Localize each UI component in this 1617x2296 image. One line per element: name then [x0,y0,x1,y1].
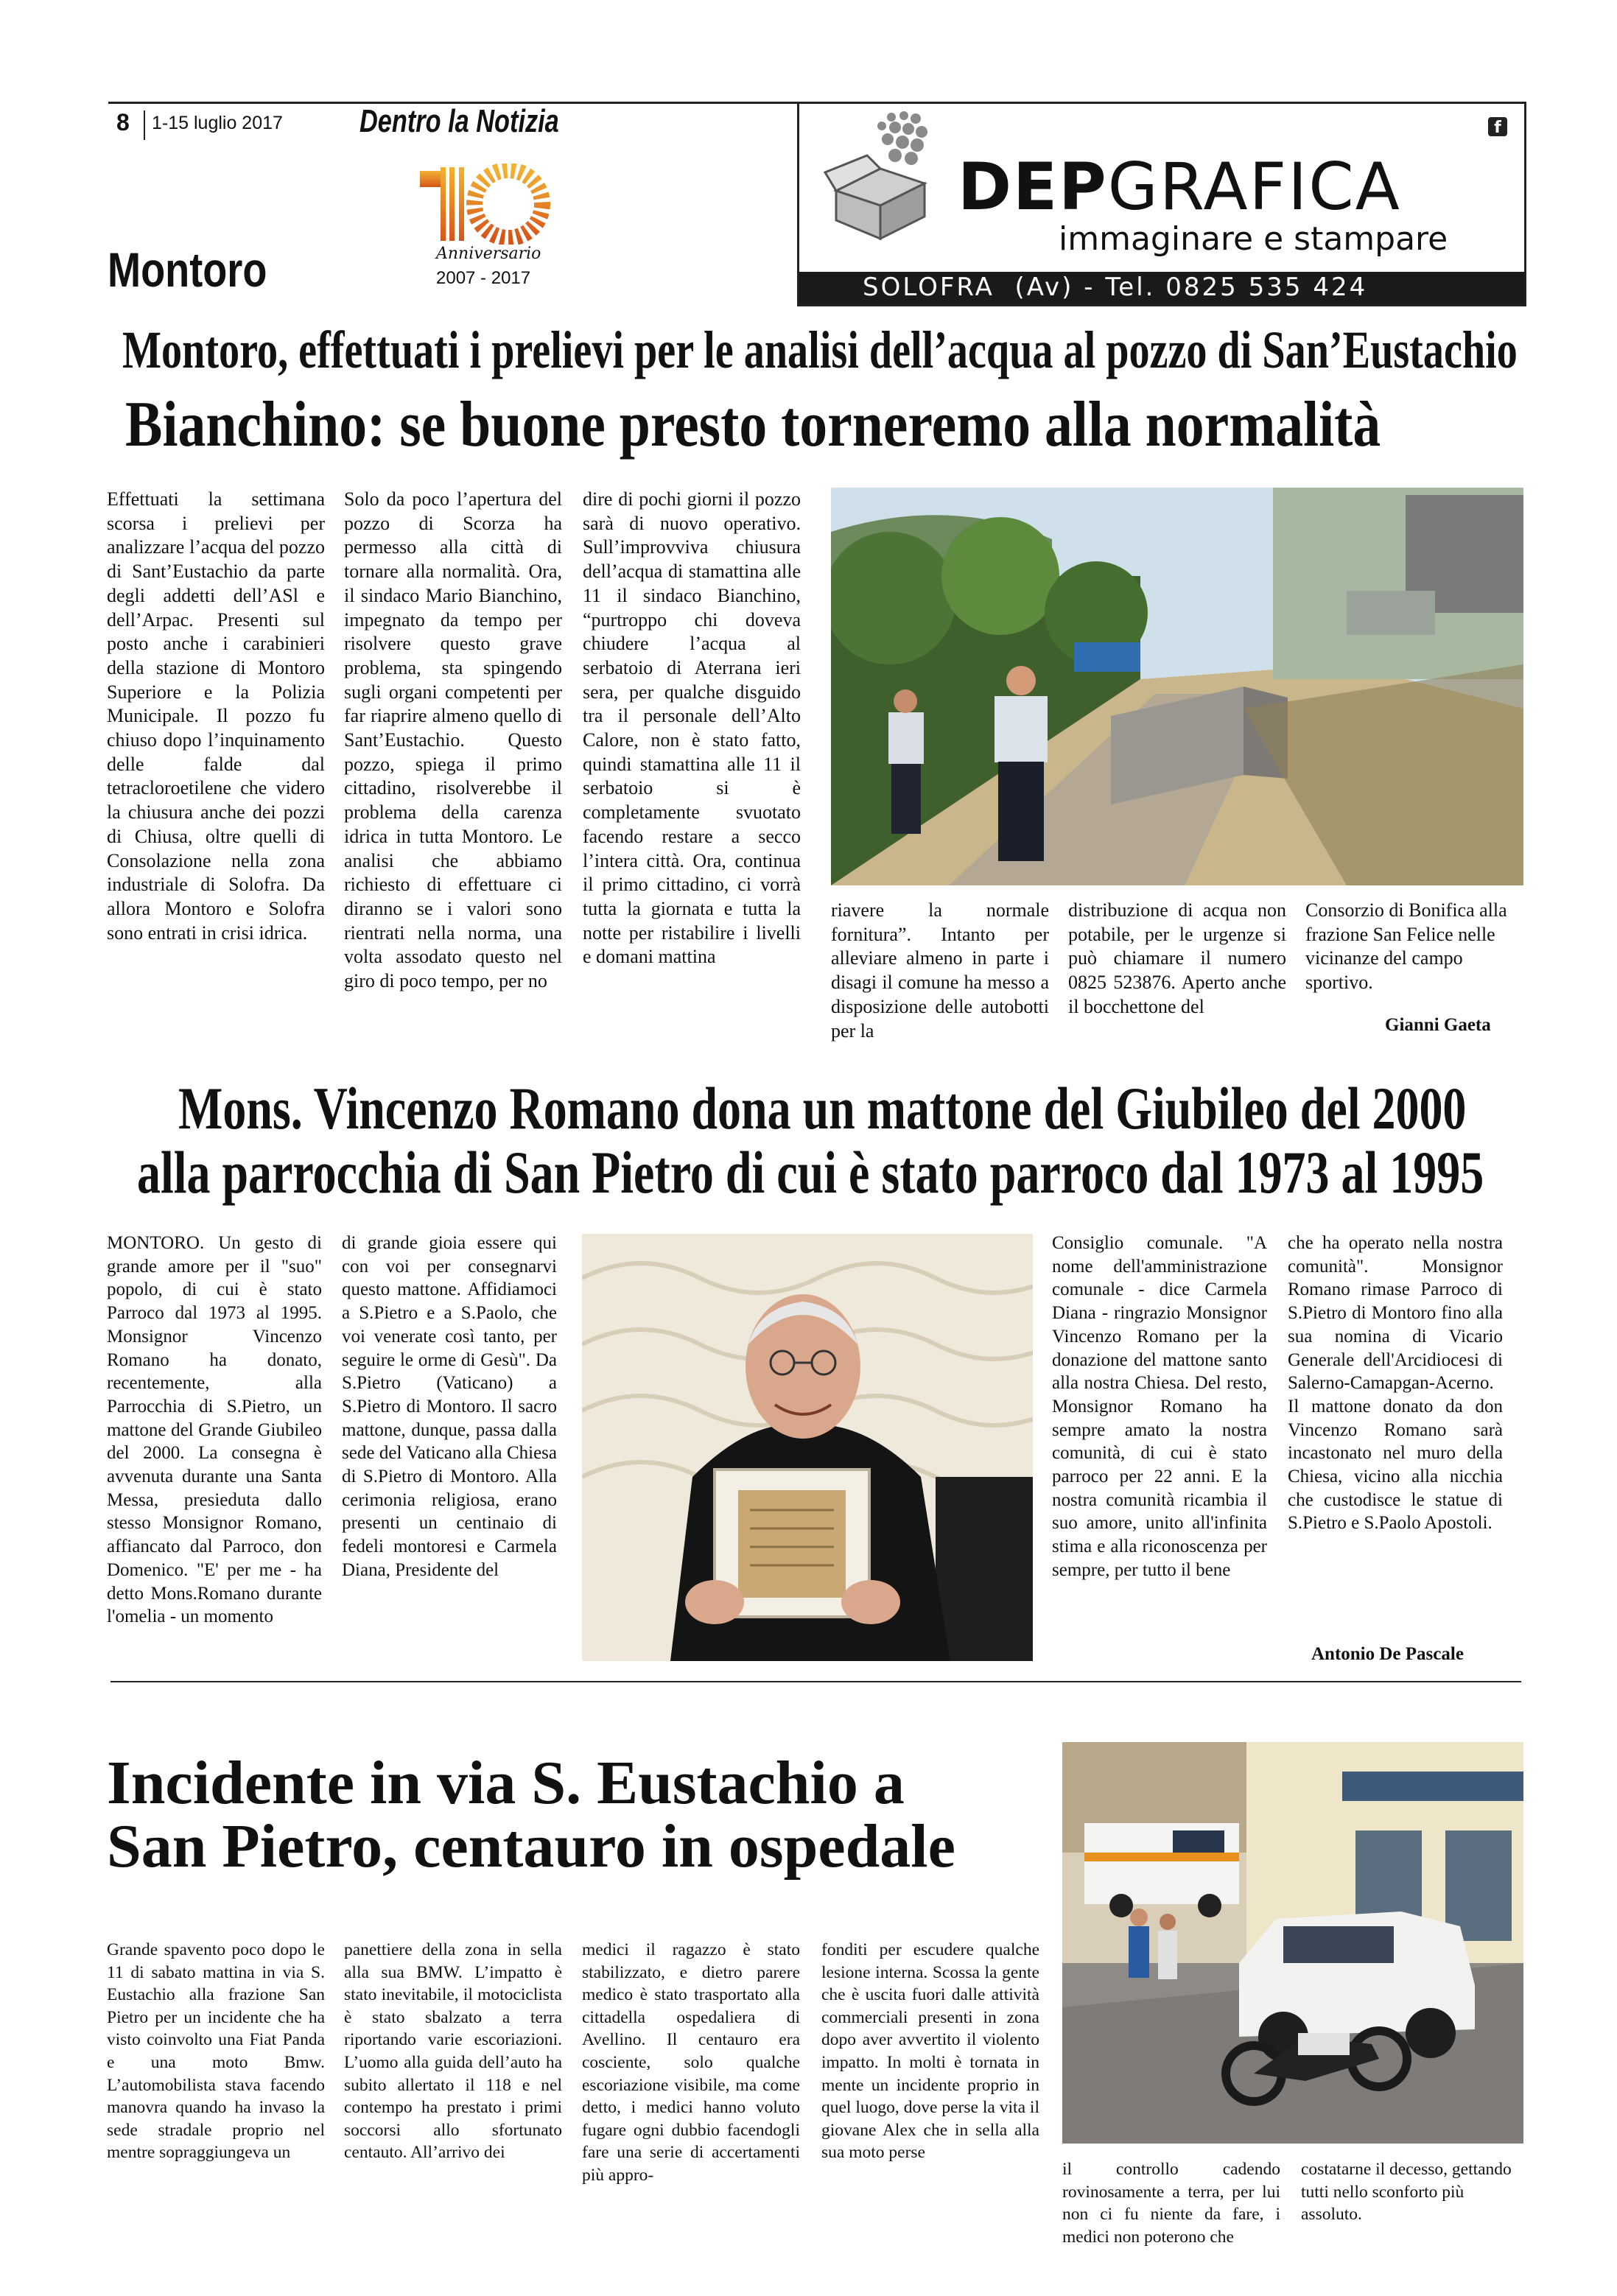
article2-headline-line2: alla parrocchia di San Pietro di cui è stato parroco dal 1973 al 1995 [137,1139,1484,1206]
ad-contact-bar [799,272,1524,304]
article1-headline: Bianchino: se buone presto torneremo alla normalità [125,389,1381,460]
depgrafica-ad [797,102,1526,306]
article1-col3: dire di pochi giorni il pozzo sarà di nuovo operativo. Sull’improvviva chiusura dell’acqua di stamattina alle 11 il sindaco Bianchino, “purtroppo chi doveva chiudere l’acqua al serbatoio di Aterrana ieri sera, per qualche disguido tra il personale dell’Alto Calore, non è stato fatto, quindi stamattina alle 11 il serbatoio si è completamente svuotato facendo restare a secco l’intera città. Ora, continua il primo cittadino, ci vorrà tutta la giornata e tutta la notte per ristabilire i livelli e domani mattina [583,488,801,968]
article1-col5: distribuzione di acqua non potabile, per le urgenze si può chiamare il numero 0825 523876. Aperto anche il bocchettone del [1068,899,1286,1017]
article2-col3: Consiglio comunale. "A nome dell'amministrazione comunale - dice Carmela Diana - ringrazio Monsignor Vincenzo Romano per la donazione del mattone santo alla nostra Chiesa. Del resto, Monsignor Romano ha sempre amato la nostra comunità, di cui è stato parroco per 22 anni. E la nostra comunità ricambia il suo amore, unito all'infinita stima e alla riconoscenza per sempre, per tutto il bene [1052,1233,1267,1580]
article1-col6: Consorzio di Bonifica alla frazione San Felice nelle vicinanze del campo sportivo. [1305,899,1507,994]
article-incidente [0,1687,1617,2296]
section-title: Montoro [108,242,267,297]
article1-col2: Solo da poco l’apertura del pozzo di Scorza ha permesso alla città di tornare alla normalità. Ora, il sindaco Mario Bianchino, impegnato da tempo per risolvere questo grave problema, sta spingendo sugli organi competenti per far riaprire almeno quello di Sant’Eustachio. Questo pozzo, spiega il primo cittadino, risolverebbe il problema della carenza idrica in tutta Montoro. Le analisi che abbiamo richiesto di effettuare ci diranno se i valori sono rientrati nella norma, una volta assodato questo nel giro di poco tempo, per no [344,488,562,992]
article2-author: Antonio De Pascale [1311,1644,1464,1664]
article-water-analysis [0,309,1617,1046]
article3-headline-line1: Incidente in via S. Eustachio a [107,1749,905,1817]
ad-brand-dep: DEP [958,149,1108,225]
article2-headline-line1: Mons. Vincenzo Romano dona un mattone del Giubileo del 2000 [178,1075,1467,1142]
facebook-icon[interactable]: f [1488,117,1507,136]
article3-col1: Grande spavento poco dopo le 11 di sabato mattina in via S. Eustachio alla frazione San Pietro per un incidente che ha visto coinvolto una Fiat Panda e una moto Bmw. L’automobilista stava facendo manovra quando ha invaso la sede stradale proprio nel mentre sopraggiungeva un [107,1940,325,2163]
ambulance [1084,1823,1239,1917]
ad-brand-grafica: GRAFICA [1107,149,1401,225]
section-divider [111,1681,1521,1682]
well-photo [831,488,1523,885]
box-icon [821,110,954,242]
article2-col2: di grande gioia essere qui con voi per consegnarvi questo mattone. Affidiamoci a S.Pietro e a S.Paolo, che voi venerate così tanto, per seguire le orme di Gesù". Da S.Pietro (Vaticano) a S.Pietro di Montoro. Il sacro mattone, dunque, passa dalla sede del Vaticano alla Chiesa di S.Pietro di Montoro. Alla cerimonia religiosa, erano presenti un centinaio di fedeli montoresi e Carmela Diana, Presidente del [342,1233,557,1580]
article3-col4: fonditi per escudere qualche lesione interna. Scossa la gente che è uscita fuori dalle attività commerciali presenti in zona dopo aver avvertito il violento impatto. In molti è tornata in mente un incidente proprio in quel luogo, dove perse la vita il giovane Alex che in sella alla sua moto perse [821,1940,1039,2163]
anniversary-label: Anniversario [436,245,541,263]
article1-author: Gianni Gaeta [1385,1015,1491,1035]
anniversary-logo [420,164,553,296]
article3-col3: medici il ragazzo è stato stabilizzato, e dietro parere medico è stato trasportato alla cittadella ospedaliera di Avellino. Il centauro era cosciente, solo qualche escoriazione visibile, ma come detto, i medici hanno voluto fugare ogni dubbio facendogli fare una serie di accertamenti più appro- [582,1940,800,2185]
anniversary-years: 2007 - 2017 [436,268,531,288]
article3-col5: il controllo cadendo rovinosamente a terra, per lui non ci fu niente da fare, i medici non poterono che [1062,2160,1280,2247]
accident-photo [1062,1742,1523,2144]
article1-kicker: Montoro, effettuati i prelievi per le analisi dell’acqua al pozzo di San’Eustachio [122,320,1518,379]
article2-col4: che ha operato nella nostra comunità". Monsignor Romano rimase Parroco di S.Pietro di Montoro fino alla sua nomina di Vicario Generale dell'Arcidiocesi di Salerno-Camapgan-Acerno. Il mattone donato da don Vincenzo Romano sarà incastonato nel muro della Chiesa, vicino alla nicchia che custodisce le statue di S.Pietro e S.Paolo Apostoli. [1288,1233,1503,1534]
article2-col1: MONTORO. Un gesto di grande amore per il "suo" popolo, di cui è stato Parroco dal 1973 al 1995. Monsignor Vincenzo Romano ha donato, recentemente, alla Parrocchia di S.Pietro, un mattone del Grande Giubileo del 2000. La consegna è avvenuta durante una Santa Messa, presieduta dallo stesso Monsignor Romano, affiancato dal Parroco, don Domenico. "E' per me - ha detto Mons.Romano durante l'omelia - un momento [107,1233,322,1627]
article1-col1: Effettuati la settimana scorsa i prelievi per analizzare l’acqua del pozzo di Sant’Eustachio da parte degli addetti dell’ASl e dell’Arpac. Presenti sul posto anche i carabinieri della stazione di Montoro Superiore e la Polizia Municipale. Il pozzo fu chiuso dopo l’inquinamento delle falde dal tetracloroetilene che videro la chiusura anche dei pozzi di Chiusa, oltre quelli di Consolazione nella zona industriale di Solofra. Da allora Montoro e Solofra sono entrati in crisi idrica. [107,488,325,944]
issue-date: 1-15 luglio 2017 [152,113,283,133]
ad-brand [958,149,1401,225]
article1-col4: riavere la normale fornitura”. Intanto per alleviare almeno in parte i disagi il comune ha messo a disposizione delle autobotti per la [831,899,1049,1042]
article3-col6: costatarne il decesso, gettando tutti nello sconforto più assoluto. [1301,2160,1512,2225]
ad-tagline: immaginare e stampare [1059,220,1448,258]
anniversary-ten-icon [420,164,553,245]
header-divider [144,110,145,140]
article3-headline-line2: San Pietro, centauro in ospedale [107,1812,955,1881]
article-mons-romano [0,1046,1617,1672]
page-number: 8 [116,109,130,136]
header [0,0,1617,309]
monsignor-photo [582,1234,1033,1661]
ad-contact: SOLOFRA (Av) - Tel. 0825 535 424 [863,273,1368,302]
article3-col2: panettiere della zona in sella alla sua BMW. L’impatto è stato inevitabile, il motociclista è stato sbalzato a terra riportando varie escoriazioni. L’uomo alla guida dell’auto ha subito allertato il 118 e nel contempo ha prestato i primi soccorsi allo sfortunato centauto. All’arrivo dei [344,1940,562,2163]
publication-name: Dentro la Notizia [359,103,559,139]
